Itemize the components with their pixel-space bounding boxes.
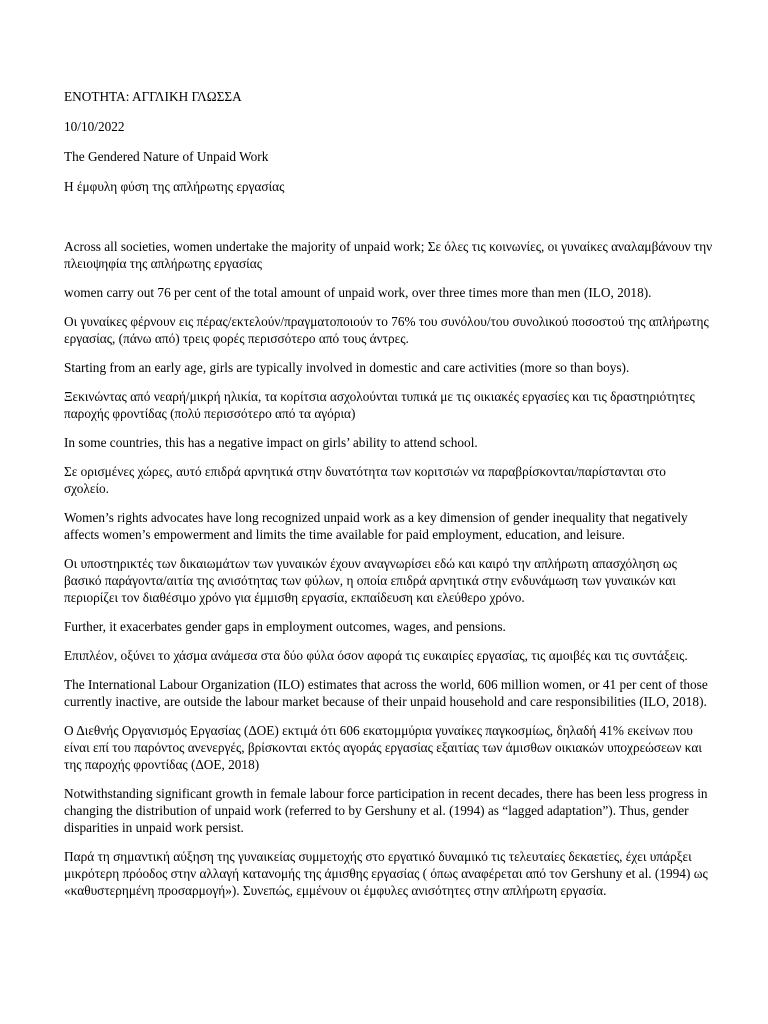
paragraph-8: Women’s rights advocates have long recognized unpaid work as a key dimension of gender inequality that negatively affects women’s empowerment and limits the time available for paid employment, education, and leisure. [64, 510, 688, 542]
paragraph-14: Notwithstanding significant growth in female labour force participation in recent decades, there has been less progress in changing the distribution of unpaid work (referred to by Gershuny et al. (1994) as “lagged adaptation”). Thus, gender disparities in unpaid work persist. [64, 786, 708, 835]
section-spacer [64, 208, 714, 238]
document-body [64, 88, 714, 911]
paragraph-13: Ο Διεθνής Οργανισμός Εργασίας (ΔΟΕ) εκτιμά ότι 606 εκατομμύρια γυναίκες παγκοσμίως, δηλαδή 41% εκείνων που είναι επί του παρόντος ανενεργές, βρίσκονται εκτός αγοράς εργασίας εξαιτίας των άμισθων οικιακών υποχρεώσεων και της παροχής φροντίδας (ΔΟΕ, 2018) [64, 723, 702, 772]
paragraph-15: Παρά τη σημαντική αύξηση της γυναικείας συμμετοχής στο εργατικό δυναμικό τις τελευταίες δεκαετίες, έχει υπάρξει μικρότερη πρόοδος στην αλλαγή κατανομής της άμισθης εργασίας ( όπως αναφέρεται από τον Gershuny et al. (1994) ως «καθυστερημένη προσαρμογή»). Συνεπώς, εμμένουν οι έμφυλες ανισότητες στην απλήρωτη εργασία. [64, 849, 708, 898]
paragraph-10: Further, it exacerbates gender gaps in employment outcomes, wages, and pensions. [64, 619, 506, 634]
paragraph-3: Οι γυναίκες φέρνουν εις πέρας/εκτελούν/πραγματοποιούν το 76% του συνόλου/του συνολικού ποσοστού της απλήρωτης εργασίας, (πάνω από) τρεις φορές περισσότερο από τους άντρες. [64, 314, 709, 346]
paragraph-12: The International Labour Organization (ILO) estimates that across the world, 606 million women, or 41 per cent of those currently inactive, are outside the labour market because of their unpaid household and care responsibilities (ILO, 2018). [64, 677, 708, 709]
paragraph-4: Starting from an early age, girls are typically involved in domestic and care activities (more so than boys). [64, 360, 630, 375]
unit-heading: ΕΝΟΤΗΤΑ: ΑΓΓΛΙΚΗ ΓΛΩΣΣΑ [64, 89, 242, 104]
title-english: The Gendered Nature of Unpaid Work [64, 149, 269, 164]
paragraph-11: Επιπλέον, οξύνει το χάσμα ανάμεσα στα δύο φύλα όσον αφορά τις ευκαιρίες εργασίας, τις αμοιβές και τις συντάξεις. [64, 648, 688, 663]
title-greek: Η έμφυλη φύση της απλήρωτης εργασίας [64, 179, 285, 194]
paragraph-6: In some countries, this has a negative impact on girls’ ability to attend school. [64, 435, 478, 450]
document-date: 10/10/2022 [64, 119, 125, 134]
paragraph-9: Οι υποστηρικτές των δικαιωμάτων των γυναικών έχουν αναγνωρίσει εδώ και καιρό την απλήρωτη απασχόληση ως βασικό παράγοντα/αιτία της ανισότητας των φύλων, η οποία επιδρά αρνητικά στην ενδυνάμωση των γυναικών και περιορίζει τον διαθέσιμο χρόνο για έμμισθη εργασία, εκπαίδευση και ελεύθερο χρόνο. [64, 556, 677, 605]
paragraph-2: women carry out 76 per cent of the total amount of unpaid work, over three times more than men (ILO, 2018). [64, 285, 652, 300]
paragraph-7: Σε ορισμένες χώρες, αυτό επιδρά αρνητικά στην δυνατότητα των κοριτσιών να παραβρίσκονται/παρίστανται στο σχολείο. [64, 464, 666, 496]
paragraph-1: Across all societies, women undertake the majority of unpaid work; Σε όλες τις κοινωνίες, οι γυναίκες αναλαμβάνουν την πλειοψηφία της απλήρωτης εργασίας [64, 239, 713, 271]
paragraph-5: Ξεκινώντας από νεαρή/μικρή ηλικία, τα κορίτσια ασχολούνται τυπικά με τις οικιακές εργασίες και τις δραστηριότητες παροχής φροντίδας (πολύ περισσότερο από τα αγόρια) [64, 389, 695, 421]
